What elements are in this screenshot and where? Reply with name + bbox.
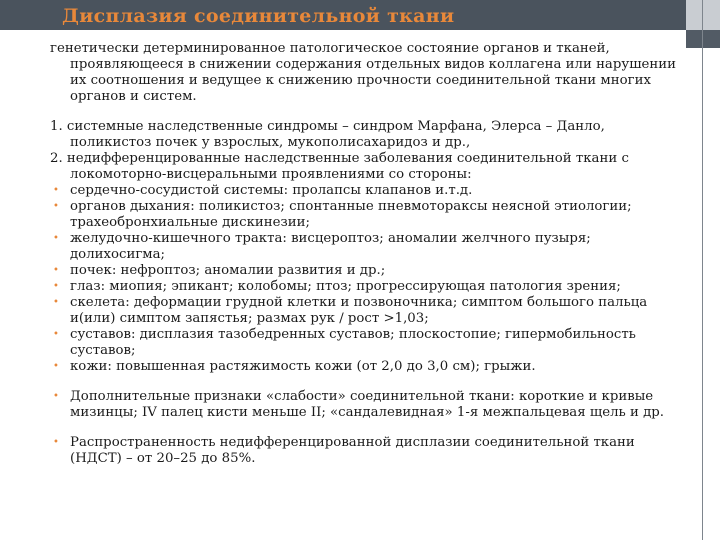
prevalence-text: • Распространенность недифференцированной дисплазии соединительной ткани (НДСТ) – от 20–25 до 85%. bbox=[53, 435, 635, 466]
bullet-icon: • bbox=[53, 297, 59, 308]
list-item: • сердечно-сосудистой системы: пролапсы клапанов и.т.д. bbox=[53, 183, 473, 198]
bullet-icon: • bbox=[53, 265, 59, 276]
list-item: • желудочно-кишечного тракта: висцероптоз; аномалии желчного пузыря; долихосигма; bbox=[53, 231, 591, 262]
list-item: • глаз: миопия; эпикант; колобомы; птоз; прогрессирующая патология зрения; bbox=[53, 279, 621, 294]
list-item: • суставов: дисплазия тазобедренных суставов; плоскостопие; гипермобильность суставов; bbox=[53, 327, 636, 358]
list-item: • органов дыхания: поликистоз; спонтанные пневмотораксы неясной этиологии; трахеобронхиальные дискинезии; bbox=[53, 199, 632, 230]
slide-title: Дисплазия соединительной ткани bbox=[62, 5, 455, 27]
list-item: • кожи: повышенная растяжимость кожи (от 2,0 до 3,0 см); грыжи. bbox=[53, 359, 536, 374]
list-item: • скелета: деформации грудной клетки и позвоночника; симптом большого пальца и(или) симптом запястья; размах рук / рост >1,03; bbox=[53, 295, 648, 326]
bullet-icon: • bbox=[53, 185, 59, 196]
numbered-item-2: 2. недифференцированные наследственные заболевания соединительной ткани с локомоторно-висцеральными проявлениями со стороны: bbox=[50, 151, 629, 182]
vertical-rule bbox=[702, 0, 703, 540]
bullet-icon: • bbox=[53, 233, 59, 244]
corner-block-light bbox=[686, 0, 720, 30]
additional-signs: • Дополнительные признаки «слабости» соединительной ткани: короткие и кривые мизинцы; IV палец кисти меньше II; «сандалевидная» 1-я межпальцевая щель и др. bbox=[53, 389, 665, 420]
bullet-icon: • bbox=[53, 391, 59, 402]
bullet-icon: • bbox=[53, 281, 59, 292]
list-item: • почек: нефроптоз; аномалии развития и др.; bbox=[53, 263, 386, 278]
bullet-icon: • bbox=[53, 361, 59, 372]
numbered-item-1: 1. системные наследственные синдромы – синдром Марфана, Элерса – Данло, поликистоз почек у взрослых, мукополисахаридоз и др., bbox=[50, 119, 605, 150]
bullet-icon: • bbox=[53, 437, 59, 448]
bullet-icon: • bbox=[53, 329, 59, 340]
corner-block-dark bbox=[686, 30, 720, 48]
definition-text: генетически детерминированное патологическое состояние органов и тканей, проявляющееся в снижении содержания отдельных видов коллагена или нарушении их соотношения и ведущее к снижению прочности соединительной ткани многих органов и систем. bbox=[50, 41, 677, 104]
bullet-icon: • bbox=[53, 201, 59, 212]
slide-body bbox=[50, 41, 680, 467]
